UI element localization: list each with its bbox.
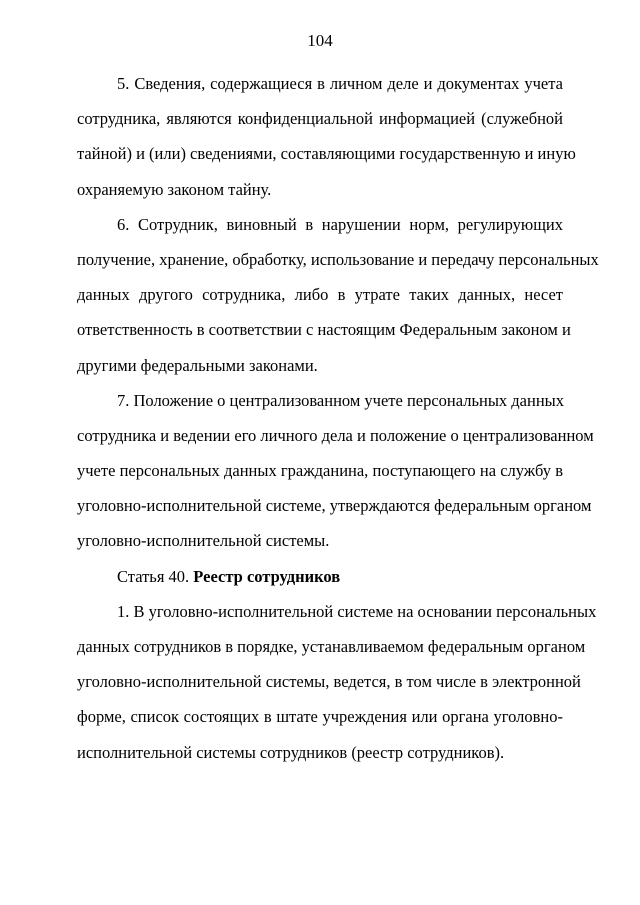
text-line: исполнительной системы сотрудников (реестр сотрудников). <box>77 742 505 762</box>
paragraph-5 <box>77 66 576 207</box>
text-line: данных другого сотрудника, либо в утрате таких данных, несет <box>77 285 563 305</box>
text-line: уголовно-исполнительной системы, ведется, в том числе в электронной <box>77 672 581 692</box>
text-line: получение, хранение, обработку, использование и передачу персональных <box>77 249 599 269</box>
text-line: 6. Сотрудник, виновный в нарушении норм, регулирующих <box>117 214 563 234</box>
text-line: 5. Сведения, содержащиеся в личном деле и документах учета <box>117 74 563 93</box>
paragraph-7 <box>77 383 594 559</box>
article-heading <box>77 559 563 594</box>
text-line: учете персональных данных гражданина, поступающего на службу в <box>77 461 563 481</box>
document-body <box>77 66 599 770</box>
paragraph-6 <box>77 207 599 383</box>
text-line: другими федеральными законами. <box>77 355 318 375</box>
article-title: Реестр сотрудников <box>193 566 341 586</box>
text-line: тайной) и (или) сведениями, составляющими государственную и иную <box>77 144 576 164</box>
article-number: Статья 40. <box>117 566 190 586</box>
text-line: сотрудника и ведении его личного дела и положение о централизованном <box>77 425 594 445</box>
text-line: охраняемую законом тайну. <box>77 179 272 199</box>
text-line: форме, список состоящих в штате учреждения или органа уголовно- <box>77 707 563 727</box>
text-line: уголовно-исполнительной системе, утверждаются федеральным органом <box>77 496 592 516</box>
text-line: 1. В уголовно-исполнительной системе на основании персональных <box>117 601 597 621</box>
text-line: уголовно-исполнительной системы. <box>77 531 330 551</box>
text-line: 7. Положение о централизованном учете персональных данных <box>117 390 564 410</box>
page-number: 104 <box>307 31 333 50</box>
text-line: сотрудника, являются конфиденциальной информацией (служебной <box>77 109 563 129</box>
article-40-paragraph-1 <box>77 594 597 770</box>
text-line: ответственность в соответствии с настоящим Федеральным законом и <box>77 320 571 340</box>
text-line: данных сотрудников в порядке, устанавливаемом федеральным органом <box>77 637 586 656</box>
